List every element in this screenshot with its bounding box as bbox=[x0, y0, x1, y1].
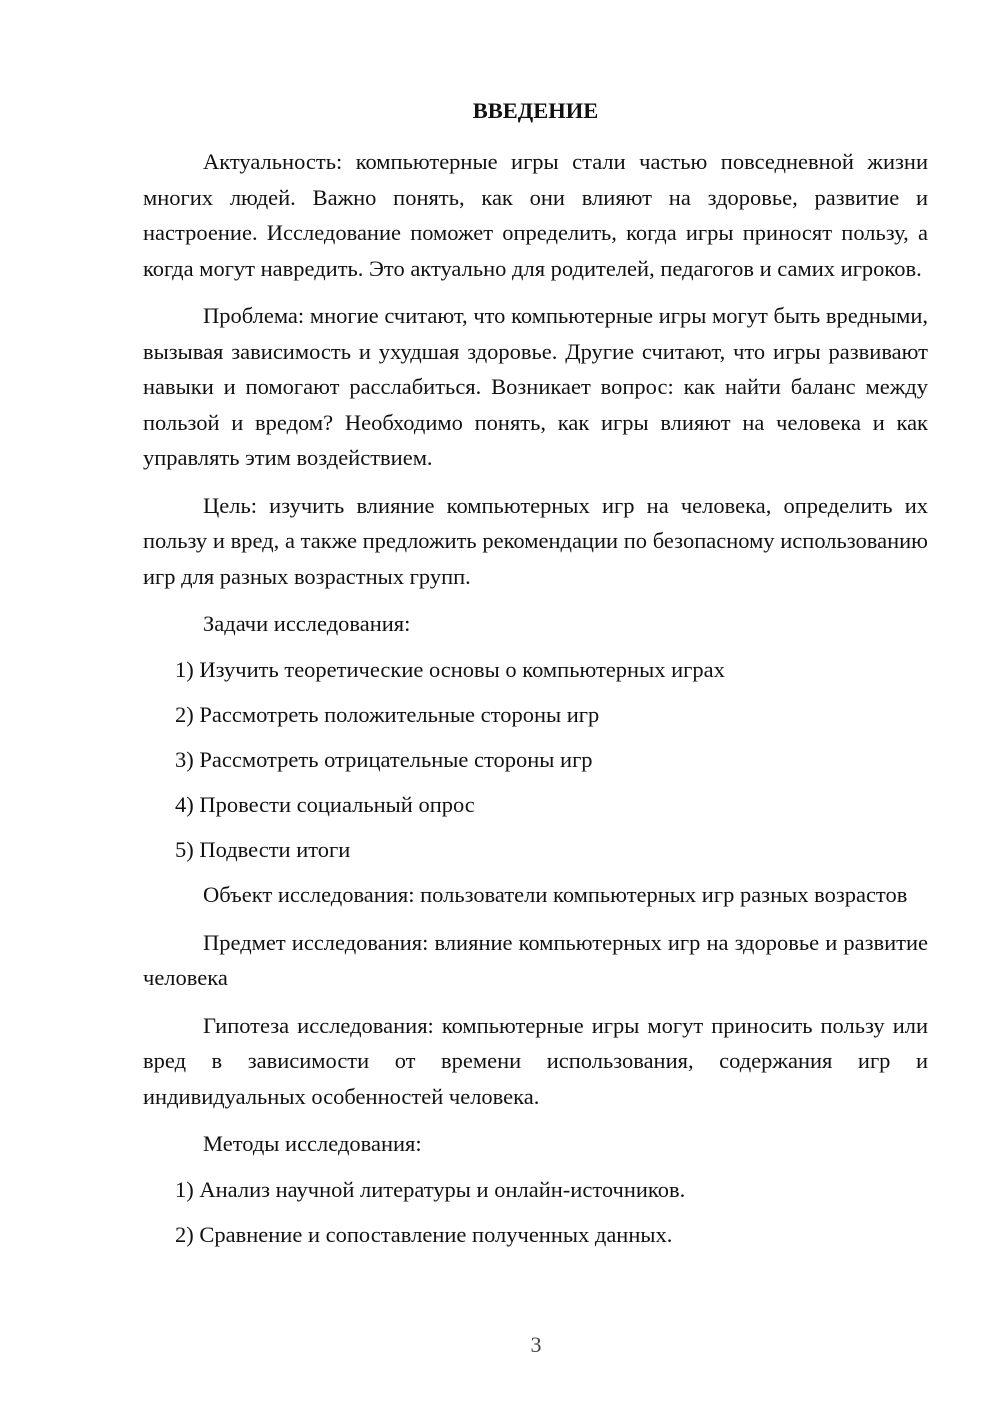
object-paragraph: Объект исследования: пользователи компьютерных игр разных возрастов bbox=[203, 882, 908, 907]
relevance-paragraph: Актуальность: компьютерные игры стали частью повседневной жизни многих людей. Важно понять, как они влияют на здоровье, развитие и настроение. Исследование поможет определить, когда игры приносят пользу, а когда могут навредить. Это актуально для родителей, педагогов и самих игроков. bbox=[143, 149, 928, 281]
list-item: 3) Рассмотреть отрицательные стороны игр bbox=[175, 746, 593, 772]
tasks-heading: Задачи исследования: bbox=[203, 611, 411, 636]
list-item: 5) Подвести итоги bbox=[175, 836, 351, 862]
list-item: 2) Сравнение и сопоставление полученных данных. bbox=[175, 1221, 673, 1247]
goal-paragraph: Цель: изучить влияние компьютерных игр на человека, определить их пользу и вред, а также предложить рекомендации по безопасному использованию игр для разных возрастных групп. bbox=[143, 492, 928, 589]
subject-paragraph: Предмет исследования: влияние компьютерных игр на здоровье и развитие человека bbox=[143, 929, 928, 990]
methods-list bbox=[143, 1172, 928, 1253]
list-item: 1) Анализ научной литературы и онлайн-источников. bbox=[175, 1176, 686, 1202]
tasks-list bbox=[143, 652, 928, 868]
list-item: 4) Провести социальный опрос bbox=[175, 791, 475, 817]
list-item: 2) Рассмотреть положительные стороны игр bbox=[175, 701, 600, 727]
methods-heading: Методы исследования: bbox=[203, 1131, 422, 1156]
page-number: 3 bbox=[530, 1332, 542, 1357]
list-item: 1) Изучить теоретические основы о компьютерных играх bbox=[175, 656, 725, 682]
problem-paragraph: Проблема: многие считают, что компьютерные игры могут быть вредными, вызывая зависимость и ухудшая здоровье. Другие считают, что игры развивают навыки и помогают расслабиться. Возникает вопрос: как найти баланс между пользой и вредом? Необходимо понять, как игры влияют на человека и как управлять этим воздействием. bbox=[143, 303, 928, 470]
hypothesis-paragraph: Гипотеза исследования: компьютерные игры могут приносить пользу или вред в зависимости от времени использования, содержания игр и индивидуальных особенностей человека. bbox=[143, 1012, 928, 1109]
page-content bbox=[143, 93, 928, 1262]
section-title: ВВЕДЕНИЕ bbox=[472, 98, 599, 123]
